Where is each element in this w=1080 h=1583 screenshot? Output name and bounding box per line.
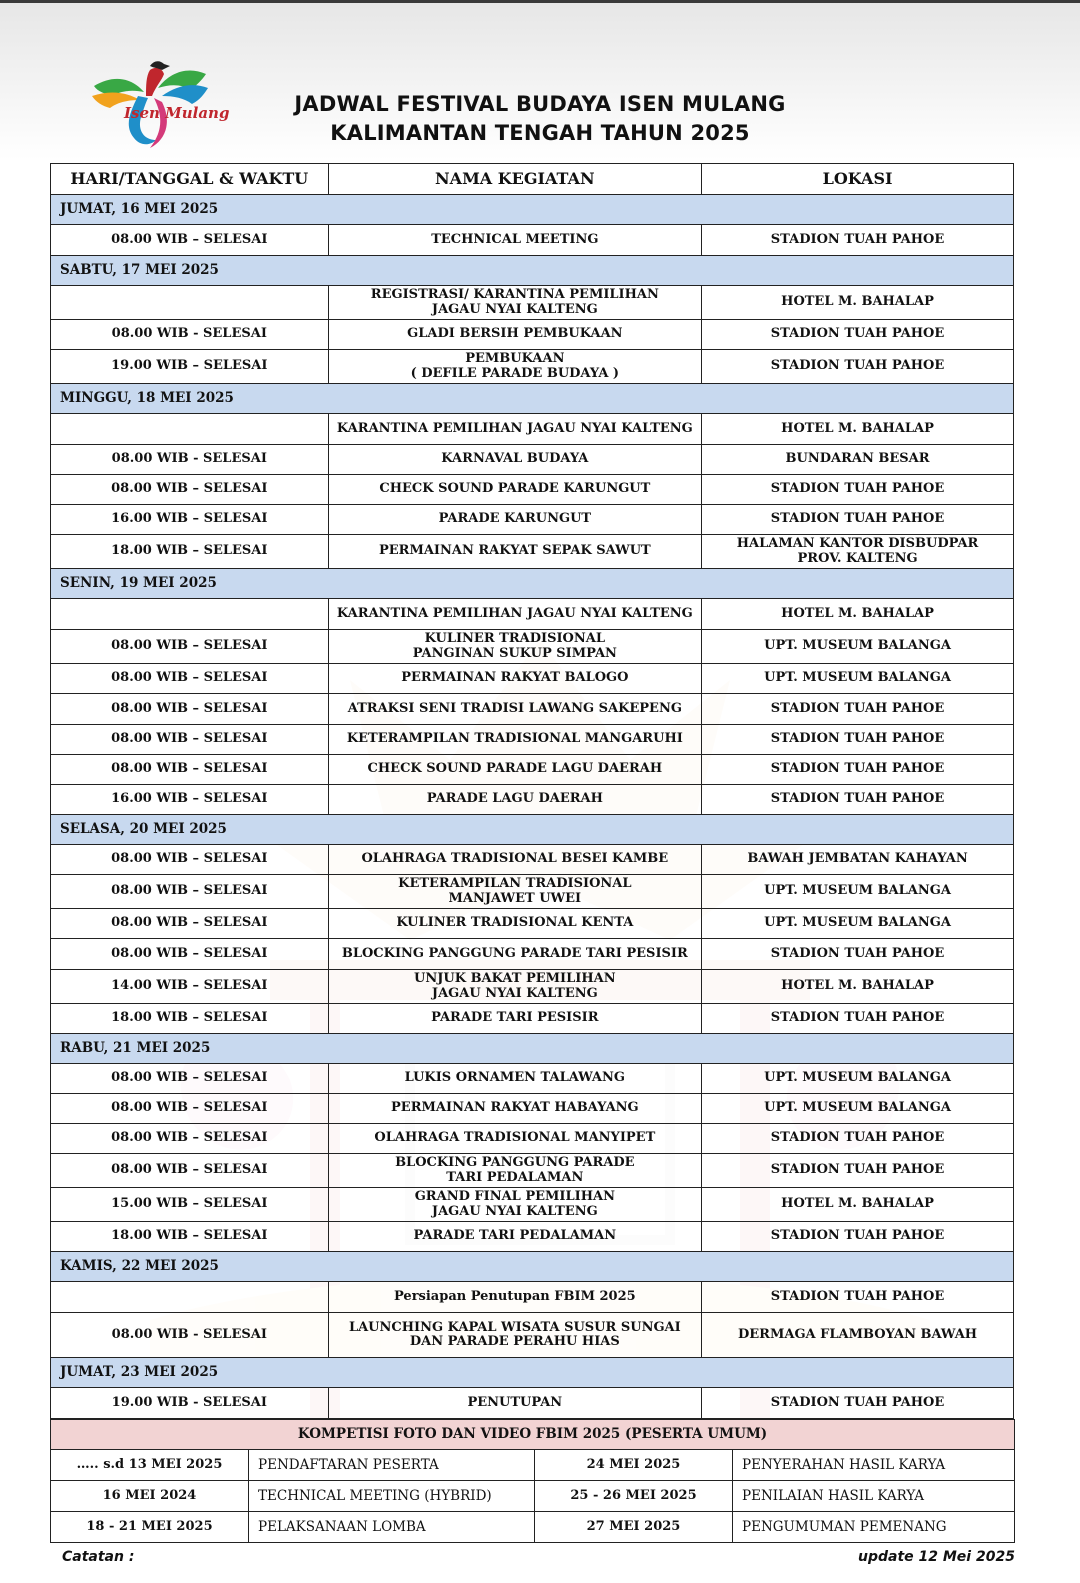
day-header-row [51,195,1014,225]
event-time [51,414,329,445]
event-time: 08.00 WIB - SELESAI [51,320,329,350]
event-row [51,1388,1014,1419]
competition-row [51,1481,1015,1512]
event-row [51,535,1014,569]
competition-description: TECHNICAL MEETING (HYBRID) [249,1481,535,1512]
event-activity: Persiapan Penutupan FBIM 2025 [328,1282,701,1313]
footer-note: Catatan : [62,1549,135,1565]
event-row [51,1222,1014,1252]
event-time: 16.00 WIB – SELESAI [51,785,329,815]
event-location: HOTEL M. BAHALAP [702,1188,1014,1222]
event-location: UPT. MUSEUM BALANGA [702,664,1014,694]
event-row [51,505,1014,535]
event-activity: CHECK SOUND PARADE KARUNGUT [328,475,701,505]
footer-update: update 12 Mei 2025 [858,1549,1015,1565]
event-row [51,785,1014,815]
event-time: 19.00 WIB - SELESAI [51,1388,329,1419]
competition-description: PENDAFTARAN PESERTA [249,1450,535,1481]
competition-description: PENYERAHAN HASIL KARYA [733,1450,1015,1481]
competition-description: PENGUMUMAN PEMENANG [733,1512,1015,1543]
event-time: 08.00 WIB – SELESAI [51,630,329,664]
event-location: STADION TUAH PAHOE [702,1388,1014,1419]
event-time: 08.00 WIB – SELESAI [51,1154,329,1188]
competition-date: ….. s.d 13 MEI 2025 [51,1450,249,1481]
festival-logo-icon [84,56,230,156]
event-activity: PARADE TARI PEDALAMAN [328,1222,701,1252]
competition-body [51,1420,1015,1543]
day-header-row [51,1034,1014,1064]
title-line-1: JADWAL FESTIVAL BUDAYA ISEN MULANG [294,92,786,116]
event-time: 08.00 WIB – SELESAI [51,475,329,505]
event-row [51,225,1014,256]
event-location: STADION TUAH PAHOE [702,475,1014,505]
schedule-body [51,195,1014,1419]
competition-description: PELAKSANAAN LOMBA [249,1512,535,1543]
event-time: 08.00 WIB - SELESAI [51,1313,329,1358]
event-activity: KARNAVAL BUDAYA [328,445,701,475]
event-time: 18.00 WIB – SELESAI [51,535,329,569]
schedule-sheet [50,163,1014,1543]
event-location: HOTEL M. BAHALAP [702,599,1014,630]
event-location: STADION TUAH PAHOE [702,1124,1014,1154]
competition-header-row [51,1420,1015,1450]
event-time: 08.00 WIB – SELESAI [51,725,329,755]
event-location: STADION TUAH PAHOE [702,725,1014,755]
event-location: STADION TUAH PAHOE [702,939,1014,970]
event-row [51,845,1014,875]
event-activity: PARADE LAGU DAERAH [328,785,701,815]
event-location: STADION TUAH PAHOE [702,225,1014,256]
event-row [51,286,1014,320]
competition-row [51,1450,1015,1481]
event-location: HOTEL M. BAHALAP [702,286,1014,320]
event-location: STADION TUAH PAHOE [702,1222,1014,1252]
event-time: 08.00 WIB - SELESAI [51,445,329,475]
day-label: JUMAT, 23 MEI 2025 [51,1358,1014,1388]
event-activity: LUKIS ORNAMEN TALAWANG [328,1064,701,1094]
event-row [51,320,1014,350]
day-header-row [51,569,1014,599]
event-location: HOTEL M. BAHALAP [702,414,1014,445]
event-location: DERMAGA FLAMBOYAN BAWAH [702,1313,1014,1358]
day-label: JUMAT, 16 MEI 2025 [51,195,1014,225]
event-activity: KARANTINA PEMILIHAN JAGAU NYAI KALTENG [328,599,701,630]
competition-date: 25 - 26 MEI 2025 [535,1481,733,1512]
event-row [51,1094,1014,1124]
competition-date: 24 MEI 2025 [535,1450,733,1481]
event-location: STADION TUAH PAHOE [702,1282,1014,1313]
event-time: 08.00 WIB – SELESAI [51,755,329,785]
event-location: UPT. MUSEUM BALANGA [702,1094,1014,1124]
column-header-location: LOKASI [702,164,1014,195]
event-row [51,875,1014,909]
event-location: STADION TUAH PAHOE [702,1004,1014,1034]
event-row [51,664,1014,694]
event-row [51,475,1014,505]
event-time: 14.00 WIB – SELESAI [51,970,329,1004]
competition-date: 18 - 21 MEI 2025 [51,1512,249,1543]
event-location: BUNDARAN BESAR [702,445,1014,475]
event-location: UPT. MUSEUM BALANGA [702,630,1014,664]
event-activity: GRAND FINAL PEMILIHAN JAGAU NYAI KALTENG [328,1188,701,1222]
event-time: 08.00 WIB – SELESAI [51,225,329,256]
event-time: 19.00 WIB – SELESAI [51,350,329,384]
day-header-row [51,1358,1014,1388]
event-time [51,1282,329,1313]
event-time: 08.00 WIB – SELESAI [51,1064,329,1094]
event-time: 18.00 WIB – SELESAI [51,1004,329,1034]
event-activity: ATRAKSI SENI TRADISI LAWANG SAKEPENG [328,694,701,725]
day-label: RABU, 21 MEI 2025 [51,1034,1014,1064]
event-activity: GLADI BERSIH PEMBUKAAN [328,320,701,350]
event-activity: KARANTINA PEMILIHAN JAGAU NYAI KALTENG [328,414,701,445]
event-row [51,909,1014,939]
competition-table [50,1419,1015,1543]
event-activity: KULINER TRADISIONAL PANGINAN SUKUP SIMPAN [328,630,701,664]
event-activity: PERMAINAN RAKYAT SEPAK SAWUT [328,535,701,569]
day-label: SABTU, 17 MEI 2025 [51,256,1014,286]
competition-date: 27 MEI 2025 [535,1512,733,1543]
event-time: 08.00 WIB – SELESAI [51,845,329,875]
schedule-table [50,163,1014,1419]
event-row [51,1154,1014,1188]
competition-title: KOMPETISI FOTO DAN VIDEO FBIM 2025 (PESERTA UMUM) [51,1420,1015,1450]
event-time [51,599,329,630]
event-activity: PARADE TARI PESISIR [328,1004,701,1034]
top-border-line [0,0,1080,3]
event-activity: BLOCKING PANGGUNG PARADE TARI PEDALAMAN [328,1154,701,1188]
event-row [51,1188,1014,1222]
event-row [51,1282,1014,1313]
day-header-row [51,815,1014,845]
event-location: UPT. MUSEUM BALANGA [702,1064,1014,1094]
event-row [51,1313,1014,1358]
event-row [51,630,1014,664]
event-activity: LAUNCHING KAPAL WISATA SUSUR SUNGAI DAN PARADE PERAHU HIAS [328,1313,701,1358]
competition-description: PENILAIAN HASIL KARYA [733,1481,1015,1512]
event-activity: PERMAINAN RAKYAT BALOGO [328,664,701,694]
event-activity: CHECK SOUND PARADE LAGU DAERAH [328,755,701,785]
event-activity: TECHNICAL MEETING [328,225,701,256]
event-row [51,970,1014,1004]
event-row [51,350,1014,384]
day-label: KAMIS, 22 MEI 2025 [51,1252,1014,1282]
event-row [51,1004,1014,1034]
event-row [51,445,1014,475]
event-time: 08.00 WIB – SELESAI [51,1124,329,1154]
competition-row [51,1512,1015,1543]
event-location: UPT. MUSEUM BALANGA [702,909,1014,939]
event-activity: KETERAMPILAN TRADISIONAL MANJAWET UWEI [328,875,701,909]
event-location: STADION TUAH PAHOE [702,785,1014,815]
event-activity: BLOCKING PANGGUNG PARADE TARI PESISIR [328,939,701,970]
event-row [51,1124,1014,1154]
event-time: 18.00 WIB – SELESAI [51,1222,329,1252]
event-location: STADION TUAH PAHOE [702,320,1014,350]
event-row [51,755,1014,785]
event-time: 08.00 WIB – SELESAI [51,939,329,970]
event-time: 08.00 WIB – SELESAI [51,664,329,694]
event-time: 08.00 WIB – SELESAI [51,1094,329,1124]
event-row [51,694,1014,725]
event-time: 15.00 WIB – SELESAI [51,1188,329,1222]
event-activity: OLAHRAGA TRADISIONAL BESEI KAMBE [328,845,701,875]
event-activity: PENUTUPAN [328,1388,701,1419]
event-row [51,1064,1014,1094]
competition-date: 16 MEI 2024 [51,1481,249,1512]
event-activity: REGISTRASI/ KARANTINA PEMILIHAN JAGAU NYAI KALTENG [328,286,701,320]
event-activity: PERMAINAN RAKYAT HABAYANG [328,1094,701,1124]
event-location: HALAMAN KANTOR DISBUDPAR PROV. KALTENG [702,535,1014,569]
column-header-activity: NAMA KEGIATAN [328,164,701,195]
day-header-row [51,1252,1014,1282]
event-location: STADION TUAH PAHOE [702,505,1014,535]
event-row [51,939,1014,970]
day-header-row [51,256,1014,286]
logo-text: Isen Mulang [124,104,230,122]
page-title [250,90,830,148]
event-time [51,286,329,320]
event-time: 08.00 WIB – SELESAI [51,694,329,725]
event-location: HOTEL M. BAHALAP [702,970,1014,1004]
event-activity: PEMBUKAAN ( DEFILE PARADE BUDAYA ) [328,350,701,384]
event-location: STADION TUAH PAHOE [702,350,1014,384]
title-line-2: KALIMANTAN TENGAH TAHUN 2025 [330,121,750,145]
event-activity: UNJUK BAKAT PEMILIHAN JAGAU NYAI KALTENG [328,970,701,1004]
event-row [51,414,1014,445]
day-label: SELASA, 20 MEI 2025 [51,815,1014,845]
day-header-row [51,384,1014,414]
event-activity: PARADE KARUNGUT [328,505,701,535]
event-time: 08.00 WIB – SELESAI [51,909,329,939]
event-activity: KULINER TRADISIONAL KENTA [328,909,701,939]
event-location: BAWAH JEMBATAN KAHAYAN [702,845,1014,875]
event-location: UPT. MUSEUM BALANGA [702,875,1014,909]
column-header-time: HARI/TANGGAL & WAKTU [51,164,329,195]
event-location: STADION TUAH PAHOE [702,1154,1014,1188]
event-row [51,599,1014,630]
event-row [51,725,1014,755]
event-time: 16.00 WIB – SELESAI [51,505,329,535]
table-header-row [51,164,1014,195]
event-time: 08.00 WIB – SELESAI [51,875,329,909]
day-label: SENIN, 19 MEI 2025 [51,569,1014,599]
day-label: MINGGU, 18 MEI 2025 [51,384,1014,414]
event-activity: KETERAMPILAN TRADISIONAL MANGARUHI [328,725,701,755]
event-location: STADION TUAH PAHOE [702,694,1014,725]
event-location: STADION TUAH PAHOE [702,755,1014,785]
event-activity: OLAHRAGA TRADISIONAL MANYIPET [328,1124,701,1154]
